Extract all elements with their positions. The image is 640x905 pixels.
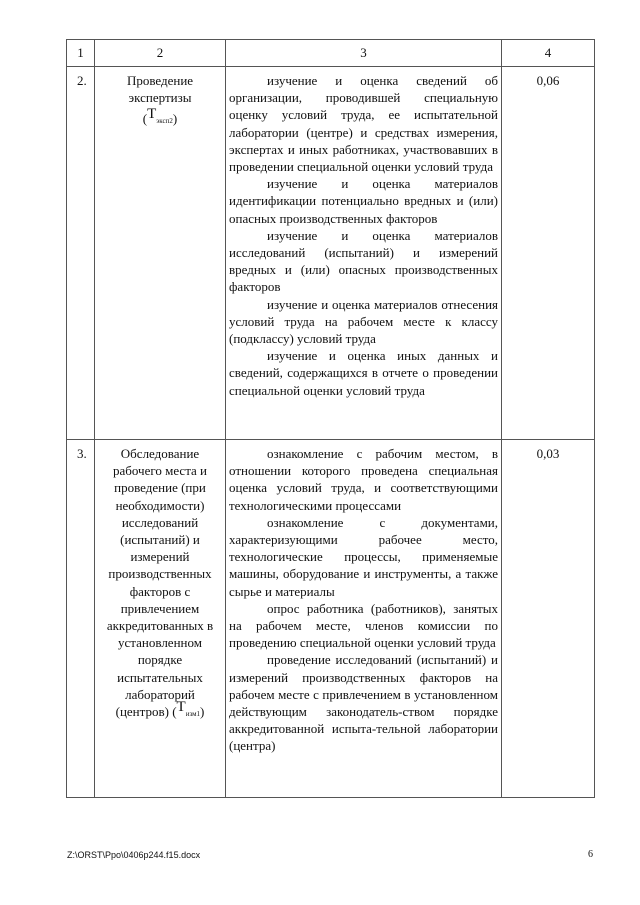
symbol-subscript: эксп2 — [156, 117, 173, 126]
row-name: Проведение экспертизы — [126, 73, 194, 106]
header-cell-4: 4 — [502, 40, 595, 67]
symbol-subscript: изм1 — [185, 710, 201, 719]
description-paragraph: изучение и оценка сведений об организации, проводившей специальную оценку условий труда, ее испытательной лаборатории (центре) и средствах измерения, экспертах и иных работниках, участвовавших в проведении специальной оценки условий труда — [229, 73, 498, 175]
row-symbol: (Тэксп2) — [142, 106, 178, 127]
row-description-cell — [226, 440, 502, 798]
header-cell-3: 3 — [226, 40, 502, 67]
row-symbol: (Тизм1) — [172, 699, 205, 720]
main-table — [66, 39, 595, 798]
description-paragraph: изучение и оценка иных данных и сведений, содержащихся в отчете о проведении специальной оценки условий труда — [229, 348, 498, 398]
description-paragraph: опрос работника (работников), занятых на рабочем месте, членов комиссии по проведению специальной оценки условий труда — [229, 600, 498, 651]
row-number: 2. — [67, 67, 95, 440]
row-description-cell — [226, 67, 502, 440]
symbol-letter: Т — [176, 699, 186, 716]
table-row — [67, 67, 595, 440]
header-cell-1: 1 — [67, 40, 95, 67]
row-value: 0,03 — [502, 440, 595, 798]
header-cell-2: 2 — [95, 40, 226, 67]
row-number: 3. — [67, 440, 95, 798]
description-paragraph: изучение и оценка материалов идентификации потенциально вредных и (или) опасных производственных факторов — [229, 176, 498, 226]
row-name-cell — [95, 440, 226, 798]
description-paragraph: изучение и оценка материалов исследований (испытаний) и измерений вредных и (или) опасных производственных факторов — [229, 227, 498, 295]
row-name-cell — [95, 67, 226, 440]
description-paragraph: изучение и оценка материалов отнесения условий труда на рабочем месте к классу (подклассу) условий труда — [229, 296, 498, 347]
footer-file-path: Z:\ORST\Ppo\0406p244.f15.docx — [67, 850, 201, 860]
description-paragraph: проведение исследований (испытаний) и измерений производственных факторов на рабочем месте с привлечением в установленном действующим законодатель-ством порядке аккредитованной испыта-тельной лаборатории (центра) — [229, 652, 498, 754]
row-value: 0,06 — [502, 67, 595, 440]
table-row — [67, 440, 595, 798]
description-paragraph: ознакомление с документами, характеризующими рабочее место, технологические процессы, применяемые машины, оборудование и инструменты, а также сырье и материалы — [229, 514, 498, 599]
row-name: Обследование рабочего места и проведение (при необходимости) исследований (испытаний) и измерений производственных факторов с привлечением аккредитованных в установленном порядке испытательных лабораторий (центров) — [106, 446, 214, 720]
symbol-letter: Т — [147, 106, 157, 123]
description-paragraph: ознакомление с рабочим местом, в отношении которого проведена специальная оценка условий труда, и соответствующими технологическими процессами — [229, 446, 498, 513]
footer-page-number: 6 — [588, 849, 593, 860]
table-header-row — [67, 40, 595, 67]
